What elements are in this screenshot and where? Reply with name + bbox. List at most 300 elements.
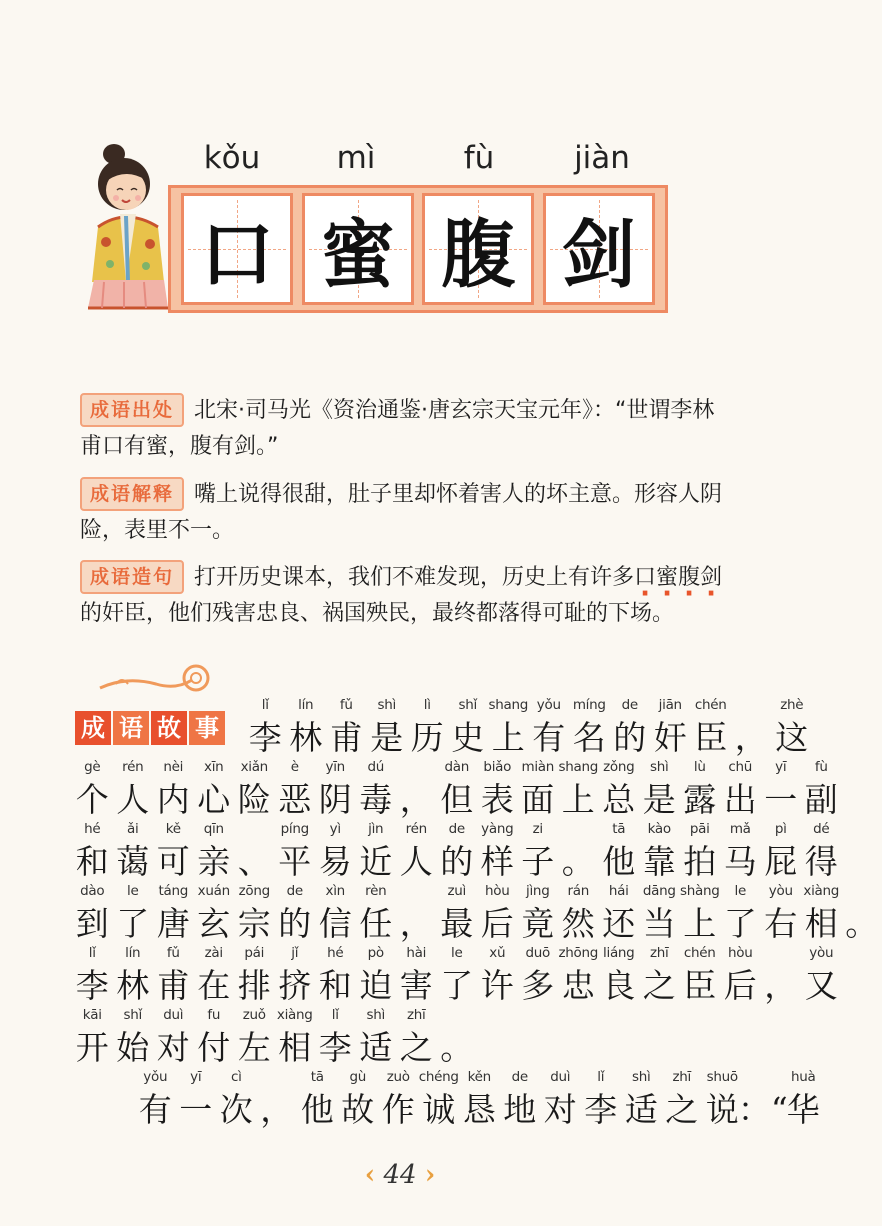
story-char xyxy=(772,697,813,757)
char-pinyin: jiān xyxy=(658,697,682,713)
char-hanzi: 靠 xyxy=(642,842,676,881)
char-hanzi: 他 xyxy=(300,1090,334,1129)
source-tag: 成语出处 xyxy=(80,393,184,427)
char-hanzi: 亲 xyxy=(197,842,231,881)
story-char xyxy=(315,1007,356,1067)
emphasized-char: 腹 xyxy=(678,565,701,590)
story-char xyxy=(477,821,518,881)
char-pinyin: hé xyxy=(327,945,344,961)
char-pinyin: lín xyxy=(125,945,141,961)
story-char xyxy=(419,1069,460,1129)
story-char xyxy=(500,1069,541,1129)
explanation-text: 嘴上说得很甜，肚子里却怀着害人的坏主意。形容人阴险，表里不一。 xyxy=(80,482,723,543)
left-arrow-icon: ‹ xyxy=(364,1160,376,1190)
story-line xyxy=(72,1007,477,1067)
char-pinyin: dé xyxy=(813,821,830,837)
char-pinyin: shang xyxy=(488,697,528,713)
char-hanzi: 和 xyxy=(75,842,109,881)
story-char xyxy=(194,883,235,943)
story-char xyxy=(72,883,113,943)
char-pinyin: liáng xyxy=(603,945,635,961)
char-hanzi: 说 xyxy=(705,1090,739,1129)
story-char xyxy=(558,883,599,943)
example-text-after: 的奸臣，他们残害忠良、祸国殃民，最终都落得可耻的下场。 xyxy=(80,601,675,626)
char-hanzi: 总 xyxy=(602,780,636,819)
title-char-box xyxy=(181,193,293,305)
story-char xyxy=(761,945,802,1005)
char-pinyin: de xyxy=(448,821,465,837)
char-pinyin: hòu xyxy=(485,883,510,899)
char-pinyin: de xyxy=(621,697,638,713)
story-char xyxy=(720,945,761,1005)
char-pinyin: yòu xyxy=(809,945,834,961)
story-line xyxy=(72,945,842,1005)
char-pinyin: hé xyxy=(84,821,101,837)
story-char xyxy=(529,697,570,757)
char-hanzi: 到 xyxy=(75,904,109,943)
char-pinyin: pò xyxy=(367,945,384,961)
char-pinyin: rán xyxy=(567,883,589,899)
char-pinyin: shang xyxy=(558,759,598,775)
story-char xyxy=(518,821,559,881)
story-char xyxy=(599,821,640,881)
story-char xyxy=(720,759,761,819)
char-hanzi: 毒 xyxy=(359,780,393,819)
char-pinyin: táng xyxy=(158,883,188,899)
char-pinyin: zuì xyxy=(447,883,466,899)
char-pinyin: xǔ xyxy=(489,945,506,961)
char-pinyin: xìn xyxy=(325,883,345,899)
char-hanzi: 李 xyxy=(318,1028,352,1067)
char-pinyin: shì xyxy=(366,1007,385,1023)
story-char xyxy=(356,821,397,881)
story-char xyxy=(801,883,842,943)
char-pinyin: yīn xyxy=(325,759,345,775)
char-hanzi: 始 xyxy=(116,1028,150,1067)
char-hanzi: 玄 xyxy=(197,904,231,943)
source-paragraph xyxy=(80,393,730,465)
char-pinyin: rén xyxy=(405,821,427,837)
char-pinyin: xiàng xyxy=(276,1007,313,1023)
char-hanzi: 然 xyxy=(561,904,595,943)
title-char-box xyxy=(422,193,534,305)
story-char xyxy=(315,821,356,881)
story-char xyxy=(599,945,640,1005)
char-pinyin: xuán xyxy=(197,883,230,899)
story-char xyxy=(153,759,194,819)
char-hanzi: 一 xyxy=(179,1090,213,1129)
cloud-decoration-icon xyxy=(96,662,216,698)
char-hanzi: 、 xyxy=(237,842,271,881)
story-char xyxy=(315,883,356,943)
title-pinyin-2: mì xyxy=(336,140,376,176)
char-hanzi: 还 xyxy=(602,904,636,943)
story-line xyxy=(72,759,842,819)
story-char xyxy=(581,1069,622,1129)
title-char: 腹 xyxy=(441,212,516,298)
char-pinyin: mǎ xyxy=(729,821,751,837)
char-pinyin: zhī xyxy=(407,1007,426,1023)
char-hanzi: 了 xyxy=(116,904,150,943)
char-pinyin: de xyxy=(286,883,303,899)
story-char xyxy=(558,759,599,819)
story-char xyxy=(639,759,680,819)
story-line xyxy=(135,1069,824,1129)
story-char xyxy=(396,945,437,1005)
story-char xyxy=(621,1069,662,1129)
char-pinyin: lǐ xyxy=(597,1069,605,1085)
story-char xyxy=(680,945,721,1005)
char-hanzi: ， xyxy=(260,1090,294,1129)
story-char xyxy=(396,821,437,881)
char-pinyin: zhī xyxy=(672,1069,691,1085)
story-line xyxy=(245,697,812,757)
story-char xyxy=(783,1069,824,1129)
story-char xyxy=(72,1007,113,1067)
title-char: 蜜 xyxy=(320,212,395,298)
char-hanzi: 面 xyxy=(521,780,555,819)
story-char xyxy=(639,883,680,943)
char-hanzi: 。 xyxy=(561,842,595,881)
char-pinyin: zhè xyxy=(780,697,804,713)
char-hanzi: 人 xyxy=(399,842,433,881)
explanation-tag: 成语解释 xyxy=(80,477,184,511)
page-number-text: 44 xyxy=(383,1160,417,1190)
story-line xyxy=(72,821,842,881)
story-char xyxy=(437,883,478,943)
story-char xyxy=(801,945,842,1005)
char-hanzi: 露 xyxy=(683,780,717,819)
char-hanzi: 排 xyxy=(237,966,271,1005)
story-char xyxy=(518,945,559,1005)
char-hanzi: 内 xyxy=(156,780,190,819)
char-pinyin: lǐ xyxy=(88,945,96,961)
char-pinyin: tā xyxy=(310,1069,324,1085)
char-pinyin: zǒng xyxy=(603,759,635,775)
char-pinyin: pāi xyxy=(689,821,710,837)
story-char xyxy=(680,759,721,819)
char-pinyin: jìn xyxy=(368,821,384,837)
char-pinyin: hài xyxy=(406,945,427,961)
char-hanzi: 出 xyxy=(723,780,757,819)
char-hanzi: 迫 xyxy=(359,966,393,1005)
char-pinyin: duì xyxy=(550,1069,571,1085)
story-char xyxy=(275,945,316,1005)
char-hanzi: 上 xyxy=(683,904,717,943)
char-hanzi: 右 xyxy=(764,904,798,943)
char-pinyin: shuō xyxy=(706,1069,738,1085)
char-hanzi: 后 xyxy=(480,904,514,943)
char-hanzi: 得 xyxy=(804,842,838,881)
story-char xyxy=(761,883,802,943)
story-char xyxy=(275,1007,316,1067)
story-char xyxy=(599,759,640,819)
char-pinyin: xiǎn xyxy=(240,759,268,775)
char-hanzi: ， xyxy=(734,718,768,757)
story-char xyxy=(680,821,721,881)
char-hanzi: 左 xyxy=(237,1028,271,1067)
char-pinyin: fu xyxy=(207,1007,221,1023)
story-char xyxy=(135,1069,176,1129)
story-char xyxy=(437,945,478,1005)
story-char xyxy=(338,1069,379,1129)
char-hanzi: 一 xyxy=(764,780,798,819)
char-pinyin: duō xyxy=(525,945,550,961)
story-char xyxy=(297,1069,338,1129)
story-char xyxy=(731,697,772,757)
char-pinyin: jǐ xyxy=(291,945,299,961)
char-pinyin: duì xyxy=(163,1007,184,1023)
char-pinyin: miàn xyxy=(521,759,555,775)
example-tag: 成语造句 xyxy=(80,560,184,594)
char-hanzi: 的 xyxy=(278,904,312,943)
story-char xyxy=(477,883,518,943)
girl-figure-illustration xyxy=(84,132,172,318)
story-char xyxy=(315,945,356,1005)
char-hanzi: ：“ xyxy=(737,1090,788,1129)
story-char xyxy=(737,1069,788,1129)
char-pinyin: pái xyxy=(244,945,265,961)
story-char xyxy=(72,945,113,1005)
char-pinyin: zài xyxy=(204,945,223,961)
char-pinyin: cì xyxy=(230,1069,242,1085)
story-char xyxy=(720,883,761,943)
story-char xyxy=(113,821,154,881)
char-hanzi: 的 xyxy=(613,718,647,757)
char-pinyin: shǐ xyxy=(123,1007,142,1023)
char-hanzi: 李 xyxy=(248,718,282,757)
story-tag-char: 事 xyxy=(189,711,225,745)
story-char xyxy=(610,697,651,757)
char-pinyin: lín xyxy=(298,697,314,713)
story-punct: 。 xyxy=(845,904,879,943)
char-hanzi: 但 xyxy=(440,780,474,819)
char-pinyin: chéng xyxy=(418,1069,459,1085)
char-hanzi: 子 xyxy=(521,842,555,881)
char-hanzi: 地 xyxy=(503,1090,537,1129)
story-char xyxy=(194,759,235,819)
story-char xyxy=(569,697,610,757)
char-hanzi: 适 xyxy=(359,1028,393,1067)
title-char: 剑 xyxy=(561,212,636,298)
char-pinyin: hái xyxy=(608,883,629,899)
char-hanzi: 和 xyxy=(318,966,352,1005)
char-hanzi: ， xyxy=(764,966,798,1005)
char-hanzi: 付 xyxy=(197,1028,231,1067)
source-text: 北宋·司马光《资治通鉴·唐玄宗天宝元年》：“世谓李林甫口有蜜，腹有剑。” xyxy=(80,398,715,459)
right-arrow-icon: › xyxy=(424,1160,436,1190)
char-hanzi: 忠 xyxy=(561,966,595,1005)
story-char xyxy=(72,759,113,819)
story-punct: 。 xyxy=(440,1028,474,1067)
char-pinyin: yàng xyxy=(481,821,514,837)
char-hanzi: 易 xyxy=(318,842,352,881)
char-pinyin: chū xyxy=(728,759,753,775)
char-pinyin: shàng xyxy=(680,883,720,899)
story-char xyxy=(216,1069,257,1129)
char-pinyin: yòu xyxy=(768,883,793,899)
char-pinyin: le xyxy=(127,883,139,899)
char-hanzi: 屁 xyxy=(764,842,798,881)
char-hanzi: 之 xyxy=(642,966,676,1005)
char-pinyin: zuǒ xyxy=(242,1007,266,1023)
char-pinyin: huà xyxy=(791,1069,816,1085)
char-pinyin: lǐ xyxy=(331,1007,339,1023)
story-char xyxy=(477,759,518,819)
story-char xyxy=(72,821,113,881)
char-pinyin: yī xyxy=(775,759,787,775)
char-pinyin: dàn xyxy=(444,759,469,775)
char-hanzi: 他 xyxy=(602,842,636,881)
char-hanzi: 甫 xyxy=(156,966,190,1005)
title-char: 口 xyxy=(200,212,275,298)
example-highlight xyxy=(634,565,722,590)
char-hanzi: 最 xyxy=(440,904,474,943)
story-char xyxy=(639,821,680,881)
char-hanzi: 人 xyxy=(116,780,150,819)
story-char xyxy=(378,1069,419,1129)
page-number xyxy=(0,1160,800,1190)
emphasized-char: 剑 xyxy=(700,565,723,590)
story-char xyxy=(558,821,599,881)
char-pinyin: chén xyxy=(683,945,716,961)
char-pinyin: rén xyxy=(122,759,144,775)
char-hanzi: 对 xyxy=(156,1028,190,1067)
char-hanzi: 相 xyxy=(804,904,838,943)
char-pinyin: dú xyxy=(367,759,385,775)
story-char xyxy=(448,697,489,757)
story-char xyxy=(275,821,316,881)
story-char xyxy=(558,945,599,1005)
char-hanzi: ， xyxy=(399,780,433,819)
char-hanzi: 华 xyxy=(786,1090,820,1129)
story-char xyxy=(396,759,437,819)
char-pinyin: píng xyxy=(280,821,309,837)
char-pinyin: dào xyxy=(80,883,105,899)
story-char xyxy=(639,945,680,1005)
story-char xyxy=(356,883,397,943)
char-hanzi: 唐 xyxy=(156,904,190,943)
story-char xyxy=(153,1007,194,1067)
char-hanzi: 险 xyxy=(237,780,271,819)
char-pinyin: zi xyxy=(532,821,543,837)
char-pinyin: tā xyxy=(612,821,626,837)
char-pinyin: fù xyxy=(814,759,828,775)
char-hanzi: 是 xyxy=(642,780,676,819)
emphasized-char: 口 xyxy=(634,565,657,590)
story-char xyxy=(356,759,397,819)
story-char xyxy=(761,821,802,881)
char-hanzi: 当 xyxy=(642,904,676,943)
char-pinyin: kào xyxy=(647,821,671,837)
char-pinyin: le xyxy=(451,945,463,961)
char-hanzi: 林 xyxy=(116,966,150,1005)
char-hanzi: 心 xyxy=(197,780,231,819)
story-char xyxy=(194,1007,235,1067)
char-hanzi: 之 xyxy=(399,1028,433,1067)
char-pinyin: fǔ xyxy=(166,945,180,961)
char-hanzi: 蔼 xyxy=(116,842,150,881)
story-char xyxy=(801,759,842,819)
char-pinyin: zuò xyxy=(386,1069,410,1085)
story-char xyxy=(176,1069,217,1129)
char-hanzi: 历 xyxy=(410,718,444,757)
char-hanzi: 个 xyxy=(75,780,109,819)
char-pinyin: rèn xyxy=(365,883,387,899)
story-char xyxy=(437,759,478,819)
story-char xyxy=(234,883,275,943)
story-tag-char: 语 xyxy=(113,711,149,745)
story-char xyxy=(194,945,235,1005)
title-pinyin-4: jiàn xyxy=(574,140,630,176)
char-pinyin: è xyxy=(290,759,299,775)
char-hanzi: 良 xyxy=(602,966,636,1005)
char-hanzi: 上 xyxy=(561,780,595,819)
char-hanzi: 之 xyxy=(665,1090,699,1129)
char-hanzi: 臣 xyxy=(694,718,728,757)
char-hanzi: 许 xyxy=(480,966,514,1005)
char-hanzi: 竟 xyxy=(521,904,555,943)
story-char xyxy=(518,759,559,819)
char-pinyin: míng xyxy=(572,697,606,713)
story-tag xyxy=(75,711,227,745)
story-char xyxy=(113,759,154,819)
char-hanzi: 相 xyxy=(278,1028,312,1067)
char-hanzi: 有 xyxy=(532,718,566,757)
char-pinyin: qīn xyxy=(203,821,224,837)
char-hanzi: 样 xyxy=(480,842,514,881)
story-char xyxy=(113,883,154,943)
char-pinyin: shì xyxy=(377,697,396,713)
story-char xyxy=(662,1069,703,1129)
story-char xyxy=(234,821,275,881)
title-char-box xyxy=(302,193,414,305)
story-char xyxy=(234,759,275,819)
explanation-paragraph xyxy=(80,477,730,549)
char-pinyin: fǔ xyxy=(339,697,353,713)
char-pinyin: de xyxy=(511,1069,528,1085)
char-pinyin: xiàng xyxy=(803,883,840,899)
char-hanzi: 李 xyxy=(75,966,109,1005)
char-hanzi: 名 xyxy=(572,718,606,757)
char-hanzi: 阴 xyxy=(318,780,352,819)
char-hanzi: 挤 xyxy=(278,966,312,1005)
char-hanzi: 臣 xyxy=(683,966,717,1005)
char-pinyin: shǐ xyxy=(458,697,477,713)
story-char xyxy=(801,821,842,881)
char-hanzi: 对 xyxy=(543,1090,577,1129)
story-char xyxy=(153,945,194,1005)
idiom-title xyxy=(168,185,668,313)
char-hanzi: 了 xyxy=(440,966,474,1005)
char-pinyin: le xyxy=(734,883,746,899)
char-hanzi: 可 xyxy=(156,842,190,881)
story-char xyxy=(540,1069,581,1129)
story-char xyxy=(275,883,316,943)
char-hanzi: 恶 xyxy=(278,780,312,819)
char-pinyin: chén xyxy=(694,697,727,713)
story-char xyxy=(356,1007,397,1067)
story-char xyxy=(702,1069,743,1129)
story-char xyxy=(326,697,367,757)
char-hanzi: 恳 xyxy=(462,1090,496,1129)
title-pinyin-3: fù xyxy=(463,140,495,176)
story-line xyxy=(72,883,882,943)
char-hanzi: 甫 xyxy=(329,718,363,757)
story-char xyxy=(396,883,437,943)
char-hanzi: 故 xyxy=(341,1090,375,1129)
char-pinyin: pì xyxy=(774,821,787,837)
